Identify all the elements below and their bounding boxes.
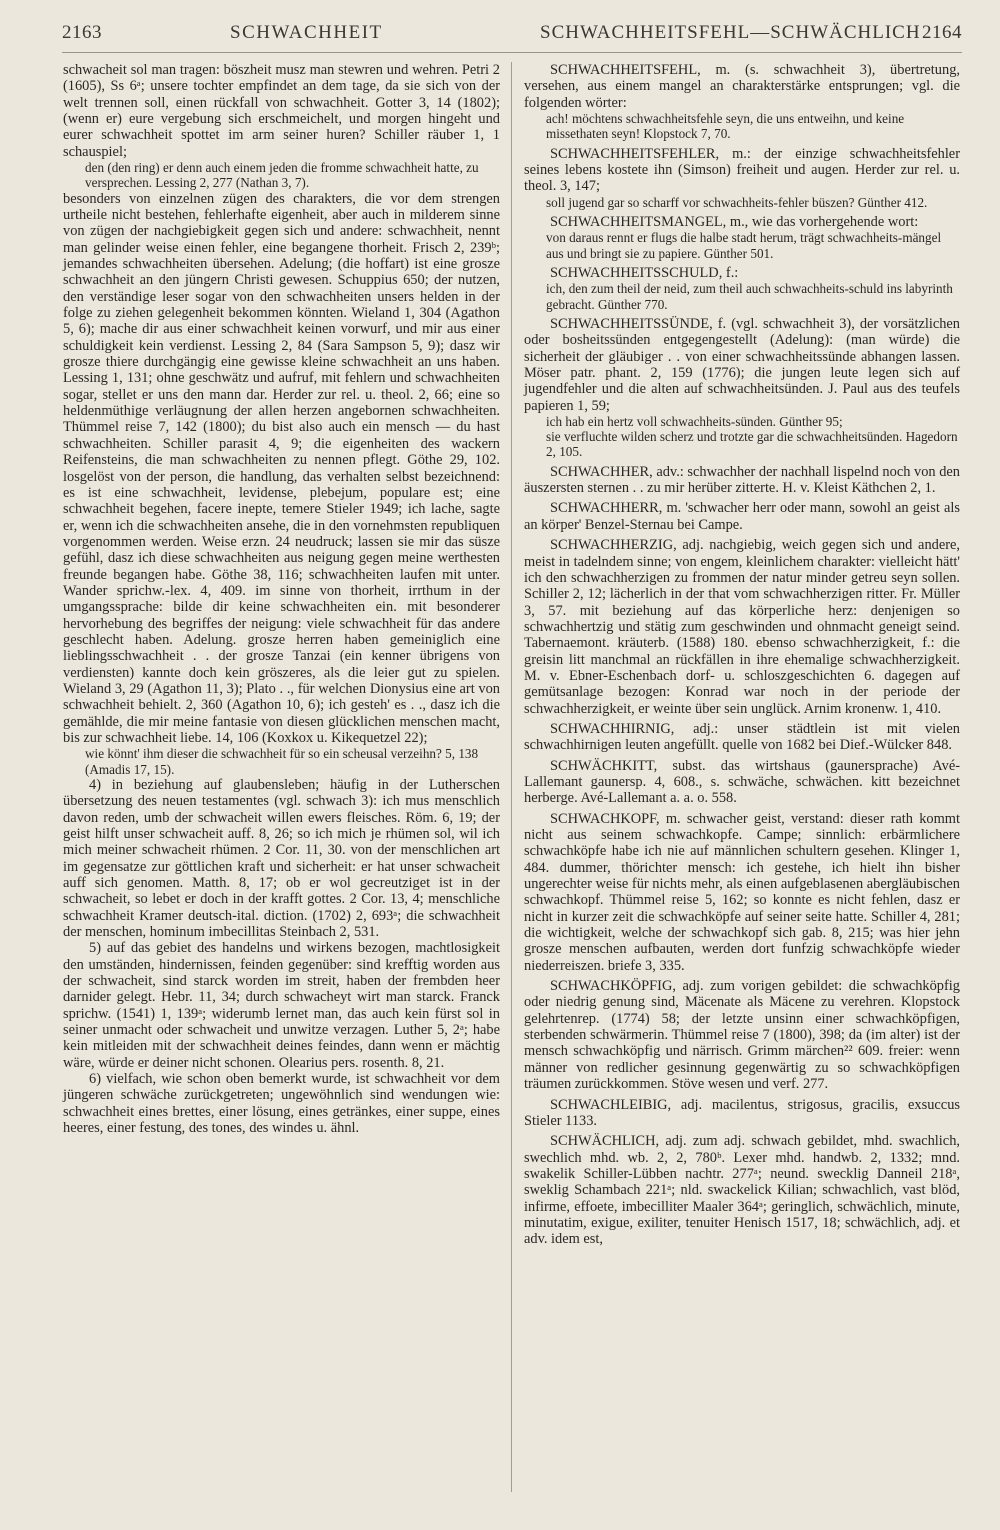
sense-paragraph-4: 4) in beziehung auf glaubensleben; häufig in der Lutherschen übersetzung des neuen testamentes (vgl. schwach 3): ich mus menschlich davon reden, umb der schwacheit willen ewers fleisches. Röm. 6, 19; der geist hilft unser schwacheit auff. 8, 26; so ich mich je rhümen sol, wil ich mich meiner schwacheit rhümen. 2 Cor. 11, 30. von der menschlichen art im gegensatze zur göttlichen kraft und sicherheit: er hat unser schwacheit auff sich genomen. Matth. 8, 17; ob er wol gecreutziget ist in der schwacheit, so lebet er doch in der krafft gottes. 2 Cor. 13, 4; menschliche schwachheit Kramer deutsch-ital. diction. (1702) 2, 693ᵃ; die schwachheit der menschen, hominum imbecillitas Steinbach 2, 531.	[63, 776, 500, 941]
column-divider	[511, 62, 512, 1492]
left-running-head: SCHWACHHEIT	[230, 22, 383, 43]
sense-paragraph-6: 6) vielfach, wie schon oben bemerkt wurde, ist schwachheit vor dem jüngeren schwäche zurückgetreten; ungewöhnlich sind wendungen wie: schwachheit eines brettes, einer lösung, eines getränkes, einer suppe, eines heeres, einer festung, des tones, des windes u. ähnl.	[63, 1071, 500, 1137]
quotation: sie verfluchte wilden scherz und trotzte gar die schwachheitsünden. Hagedorn 2, 105.	[546, 429, 958, 460]
quotation: wie könnt' ihm dieser die schwachheit für so ein scheusal verzeihn? 5, 138 (Amadis 17, 15).	[85, 746, 479, 777]
entry-schwachhirnig: SCHWACHHIRNIG, adj.: unser städtlein ist mit vielen schwachhirnigen leuten angefüllt. quelle von 1682 bei Dief.-Wülcker 848.	[524, 720, 960, 754]
entry-schwachkopf: SCHWACHKOPF, m. schwacher geist, verstand: dieser rath kommt nicht aus seinem schwachkopfe. Campe; sinnlich: erbärmlichere schwachköpfe habe ich nie auf männlichen schultern gesehen. Klinger 1, 484. dummer, thörichter mensch: ich gestehe, ich hielt ihn bisher ungerechter weise für nichts mehr, als einen aufgeblasenen abergläubischen schwachkopf. Thümmel reise 5, 162; so konnte es nicht fehlen, dasz er nicht in kurzer zeit die schwachköpfe auf seiner seite hatte. Schiller 4, 281; die wichtigkeit, welche der schwachkopf sich gab. 8, 215; was hier jehn grosze menschen aufbauten, werden dort funfzig schwachköpfe wieder niederreiszen. briefe 3, 335.	[524, 810, 960, 974]
entry-schwachheitsfehl: SCHWACHHEITSFEHL, m. (s. schwachheit 3), übertretung, versehen, aus einem mangel an charakterstärke entsprungen; vgl. die folgenden wörter:	[524, 62, 960, 111]
entry-schwachheitsfehler: SCHWACHHEITSFEHLER, m.: der einzige schwachheitsfehler seines lebens kostete ihn (Simson) freiheit und augen. Herder zur rel. u. theol. 3, 147;	[524, 145, 960, 195]
entry-schwachheitssuende: SCHWACHHEITSSÜNDE, f. (vgl. schwachheit 3), der vorsätzlichen oder bosheitssünden entgegengestellt (Adelung): (man würde) die sicherheit der gläubiger . . von einer schwachheitssünde abhangen lassen. Möser patr. phant. 2, 159 (1776); die jungen leute legen sich auf jugendfehler und die alten auf schwachheitsünden. J. Paul aus des teufels papieren 1, 59;	[524, 315, 960, 414]
quotation: soll jugend gar so scharff vor schwachheits-fehler büszen? Günther 412.	[546, 194, 928, 210]
right-column	[524, 62, 960, 1248]
entry-paragraph: schwacheit sol man tragen: böszheit musz man stewren und wehren. Petri 2 (1605), Ss 6ᵃ; unsere tochter empfindet an dem tage, da sie sich von der welt trennen soll, einen rückfall von schwachheit. Gotter 3, 14 (1802); (wenn er) eure vergebung sich erschmeichelt, und morgen hingeht und eurer schwachheit spottet im arm seiner huren? Schiller räuber 1, 1 schauspiel;	[63, 62, 500, 160]
entry-schwachleibig: SCHWACHLEIBIG, adj. macilentus, strigosus, gracilis, exsuccus Stieler 1133.	[524, 1096, 960, 1129]
quotation: ich hab ein hertz voll schwachheits-sünden. Günther 95;	[546, 413, 843, 429]
entry-schwachkoepfig: SCHWACHKÖPFIG, adj. zum vorigen gebildet: die schwachköpfig oder niedrig genung sind, Mäcenate als Mäcene zu verehren. Klopstock gelehrtenrep. (1774) 58; der letzte unsinn einer schwachköpfigen, sterbenden schwärmerin. Thümmel reise 7 (1800), 398; da (im alter) ist der mensch schwachköpfig und närrisch. Grimm märchen²² 609. freier: wenn männer von redlicher gesinnung gegenwärtig zu so schwachköpfigen träumen zurückkommen. Stöve wesen und verf. 277.	[524, 978, 960, 1093]
right-page-number: 2164	[922, 22, 962, 43]
entry-paragraph: besonders von einzelnen zügen des charakters, die vor dem strengen urtheile nicht bestehen, fehlerhafte eigenheit, aber auch in milderem sinne von zügen der nachgiebigkeit gegen sich und andere: schwachheit, nennt man gelinder weise einen fehler, eine begangene thorheit. Frisch 2, 239ᵇ; jemandes schwachheiten übersehen. Adelung; (die hoffart) ist eine grosze schwachheit an den jüngern Christi gewesen. Schuppius 650; der nutzen, den verständige leser sogar von den schwachheiten unsers helden in der folge zu ziehen gelegenheit bekommen könnten. Wieland 1, 304 (Agathon 5, 6); mache dir aus einer schwachheit keinen vorwurf, und mir aus einer schuldigkeit kein verdienst. Lessing 2, 84 (Sara Sampson 5, 9); dasz wir grosze thiere durchgängig eine gewisse kleine schwachheit an uns haben. Lessing 1, 131; ohne geschwätz und aufruf, mit fehlern und schwachheiten sogar, stellet er uns den mann dar. Herder zur rel. u. theol. 2, 66; eine so heldenmüthige verläugnung der allen herzen angebornen schwachheiten. Thümmel reise 7, 142 (1800); du bist also auch ein mensch — du hast schwachheiten. Schiller parasit 4, 9; die eigenheiten des wackern Reifensteins, die man schwachheiten zu nennen pflegt. Göthe 29, 102. losgelöst von der person, die handlung, das verhalten selbst bezeichnend: es ist eine schwachheit, levidense, plebejum, populare est; eine schwachheit begehen, facere inepte, temere Stieler 1949; ich lache, sagte er, wenn ich die schwachheiten ansehe, die in den vornehmsten republiquen vorgenommen werden. Weise erzn. 24 neudruck; lassen sie mir das süsze gefühl, dasz ich diese schwachheiten aus neigung gegen meine werthesten freunde begangen habe. Göthe 38, 116; schwachheiten laufen mit unter. Wander sprichw.-lex. 4, 409. im sinne von thorheit, irrthum in der umgangssprache: bilde dir keine schwachheiten ein. mit besonderer hervorhebung des begriffes der neigung: viele schwachheit für das andere geschlecht haben. Adelung. grosze herren haben gemeiniglich eine lieblingsschwachheit . . der grosze Tanzai (ein kenner übrigens von verdiensten) kannte doch kein gröszeres, als die leier gut zu spielen. Wieland 3, 29 (Agathon 11, 3); Plato . ., für welchen Dionysius eine art von schwachheit behielt. 2, 360 (Agathon 10, 6); ich gesteh' es . ., dasz ich die gemählde, die mir meine fantasie von diesen glücklichen menschen macht, bis zur schwachheit liebe. 14, 106 (Koxkox u. Kikequetzel 22);	[63, 190, 500, 746]
entry-schwaechlich: SCHWÄCHLICH, adj. zum adj. schwach gebildet, mhd. swachlich, swechlich mhd. wb. 2, 2, 780ᵇ. Lexer mhd. handwb. 2, 1332; mnd. swakelik Schiller-Lübben nachtr. 277ᵃ; neund. swecklig Danneil 218ᵃ, sweklig Schambach 221ᵃ; nld. swackelick Kilian; schwachlich, vast blöd, infirme, effoete, imbecilliter Maaler 364ᵃ; geringlich, schwächlich, minute, minutatim, exigue, exiliter, tenuiter Henisch 1517, 18; schwächlich, adj. et adv. idem est,	[524, 1133, 960, 1248]
entry-schwachherr: SCHWACHHERR, m. 'schwacher herr oder mann, sowohl an geist als an körper' Benzel-Sternau bei Campe.	[524, 500, 960, 533]
entry-schwaechkitt: SCHWÄCHKITT, subst. das wirtshaus (gaunersprache) Avé-Lallemant gaunersp. 4, 608., s. schwäche, schwächen. kitt bezeichnet herberge. Avé-Lallemant a. a. o. 558.	[524, 757, 960, 807]
right-running-head: SCHWACHHEITSFEHL—SCHWÄCHLICH	[540, 22, 921, 43]
quotation: den (den ring) er denn auch einem jeden die fromme schwachheit hatte, zu versprechen. Lessing 2, 277 (Nathan 3, 7).	[85, 160, 479, 191]
left-page-number: 2163	[62, 22, 102, 43]
sense-paragraph-5: 5) auf das gebiet des handelns und wirkens bezogen, machtlosigkeit den umständen, hindernissen, feinden gegenüber: sind krefftig worden aus der schwacheit, sind starck worden im streit, haben der frembden heer darnider gelegt. Hebr. 11, 34; durch schwacheyt wirt man starck. Franck sprichw. (1541) 1, 139ᵃ; widerumb lernet man, das auch kein fürst sol in seiner unmacht oder schwacheit und unwitze verzagen. Luther 5, 2ᵃ; habe kein mitleiden mit der schwachheit deines feindes, dann wenn er mächtig wäre, würde er deiner nicht schonen. Olearius pers. rosenth. 8, 21.	[63, 940, 500, 1071]
entry-schwachheitsmangel: SCHWACHHEITSMANGEL, m., wie das vorhergehende wort:	[550, 213, 919, 230]
entry-schwachheitsschuld: SCHWACHHEITSSCHULD, f.:	[550, 264, 739, 281]
quotation: von daraus rennt er flugs die halbe stadt herum, trägt schwachheits-mängel aus und bringt sie zu papiere. Günther 501.	[546, 230, 942, 261]
left-column	[63, 62, 500, 1137]
entry-schwachher: SCHWACHHER, adv.: schwachher der nachhall lispelnd noch von den äuszersten sternen . . zu mir herüber zitterte. H. v. Kleist Käthchen 2, 1.	[524, 463, 960, 497]
quotation: ich, den zum theil der neid, zum theil auch schwachheits-schuld ins labyrinth gebracht. Günther 770.	[546, 281, 953, 312]
quotation: ach! möchtens schwachheitsfehle seyn, die uns entweihn, und keine missethaten seyn! Klopstock 7, 70.	[546, 111, 905, 142]
header-rule	[62, 52, 962, 53]
entry-schwachherzig: SCHWACHHERZIG, adj. nachgiebig, weich gegen sich und andere, meist in tadelndem sinne; von engem, kleinlichem charakter: vielleicht hätt' ich den schwachherzigen zu frommen der natur minder getreu seyn sollen. Schiller 2, 12; lächerlich in der that vom schwachherzigen ritter. Fr. Müller 3, 57. mit beziehung auf das körperliche herz: denjenigen so schwachhertzig und stätig zum geschwinden und ohnmacht geneigt seind. Tabernaemont. kräuterb. (1588) 180. ebenso schwachherzigkeit, f.: die greisin litt manchmal an rückfällen in ihre ehemalige schwachherzigkeit. M. v. Ebner-Eschenbach dorf- u. schloszgeschichten 6. dagegen auf gemütsanlage bezogen: Konrad war noch in der periode der schwachherzigkeit, er weinte über sein unglück. Arnim kronenw. 1, 410.	[524, 537, 960, 717]
